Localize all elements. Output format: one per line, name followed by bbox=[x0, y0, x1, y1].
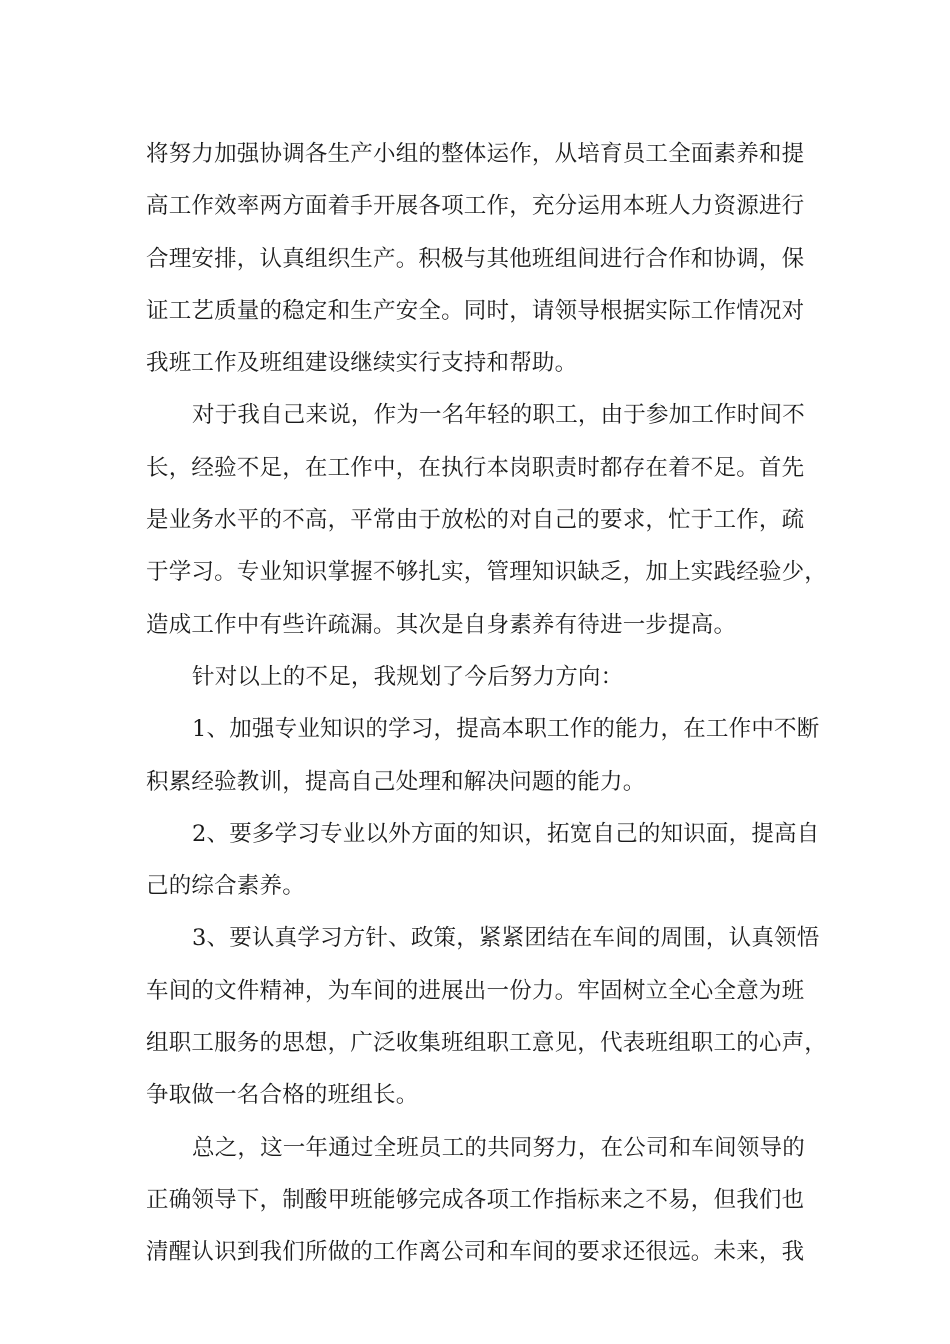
text-line: 2、要多学习专业以外方面的知识，拓宽自己的知识面，提高自 bbox=[192, 820, 820, 847]
text-line: 3、要认真学习方针、政策，紧紧团结在车间的周围，认真领悟 bbox=[192, 925, 820, 952]
paragraph bbox=[146, 651, 810, 703]
text-line: 高工作效率两方面着手开展各项工作，充分运用本班人力资源进行 bbox=[146, 193, 805, 220]
text-line: 总之，这一年通过全班员工的共同努力，在公司和车间领导的 bbox=[192, 1134, 805, 1161]
text-line: 清醒认识到我们所做的工作离公司和车间的要求还很远。未来，我 bbox=[146, 1239, 805, 1266]
paragraph bbox=[146, 389, 828, 650]
text-line: 车间的文件精神，为车间的进展出一份力。牢固树立全心全意为班 bbox=[146, 977, 805, 1004]
text-line: 对于我自己来说，作为一名年轻的职工，由于参加工作时间不 bbox=[192, 402, 805, 429]
text-line: 合理安排，认真组织生产。积极与其他班组间进行合作和协调，保 bbox=[146, 245, 805, 272]
text-line: 证工艺质量的稳定和生产安全。同时，请领导根据实际工作情况对 bbox=[146, 297, 805, 324]
text-line: 正确领导下，制酸甲班能够完成各项工作指标来之不易，但我们也 bbox=[146, 1186, 805, 1213]
list-item bbox=[146, 912, 828, 1121]
text-line: 1、加强专业知识的学习，提高本职工作的能力，在工作中不断 bbox=[192, 716, 820, 743]
document-body bbox=[146, 128, 828, 1279]
text-line: 积累经验教训，提高自己处理和解决问题的能力。 bbox=[146, 768, 646, 795]
text-line: 组职工服务的思想，广泛收集班组职工意见，代表班组职工的心声， bbox=[146, 1030, 828, 1057]
text-line: 我班工作及班组建设继续实行支持和帮助。 bbox=[146, 350, 578, 377]
list-item bbox=[146, 808, 820, 913]
text-line: 针对以上的不足，我规划了今后努力方向： bbox=[192, 663, 624, 690]
text-line: 己的综合素养。 bbox=[146, 873, 305, 900]
list-item bbox=[146, 703, 820, 808]
text-line: 造成工作中有些许疏漏。其次是自身素养有待进一步提高。 bbox=[146, 611, 737, 638]
text-line: 长，经验不足，在工作中，在执行本岗职责时都存在着不足。首先 bbox=[146, 454, 805, 481]
text-line: 于学习。专业知识掌握不够扎实，管理知识缺乏，加上实践经验少， bbox=[146, 559, 828, 586]
paragraph bbox=[146, 1122, 810, 1279]
text-line: 是业务水平的不高，平常由于放松的对自己的要求，忙于工作，疏 bbox=[146, 507, 805, 534]
paragraph bbox=[146, 128, 810, 389]
text-line: 争取做一名合格的班组长。 bbox=[146, 1082, 419, 1109]
text-line: 将努力加强协调各生产小组的整体运作，从培育员工全面素养和提 bbox=[146, 141, 805, 167]
